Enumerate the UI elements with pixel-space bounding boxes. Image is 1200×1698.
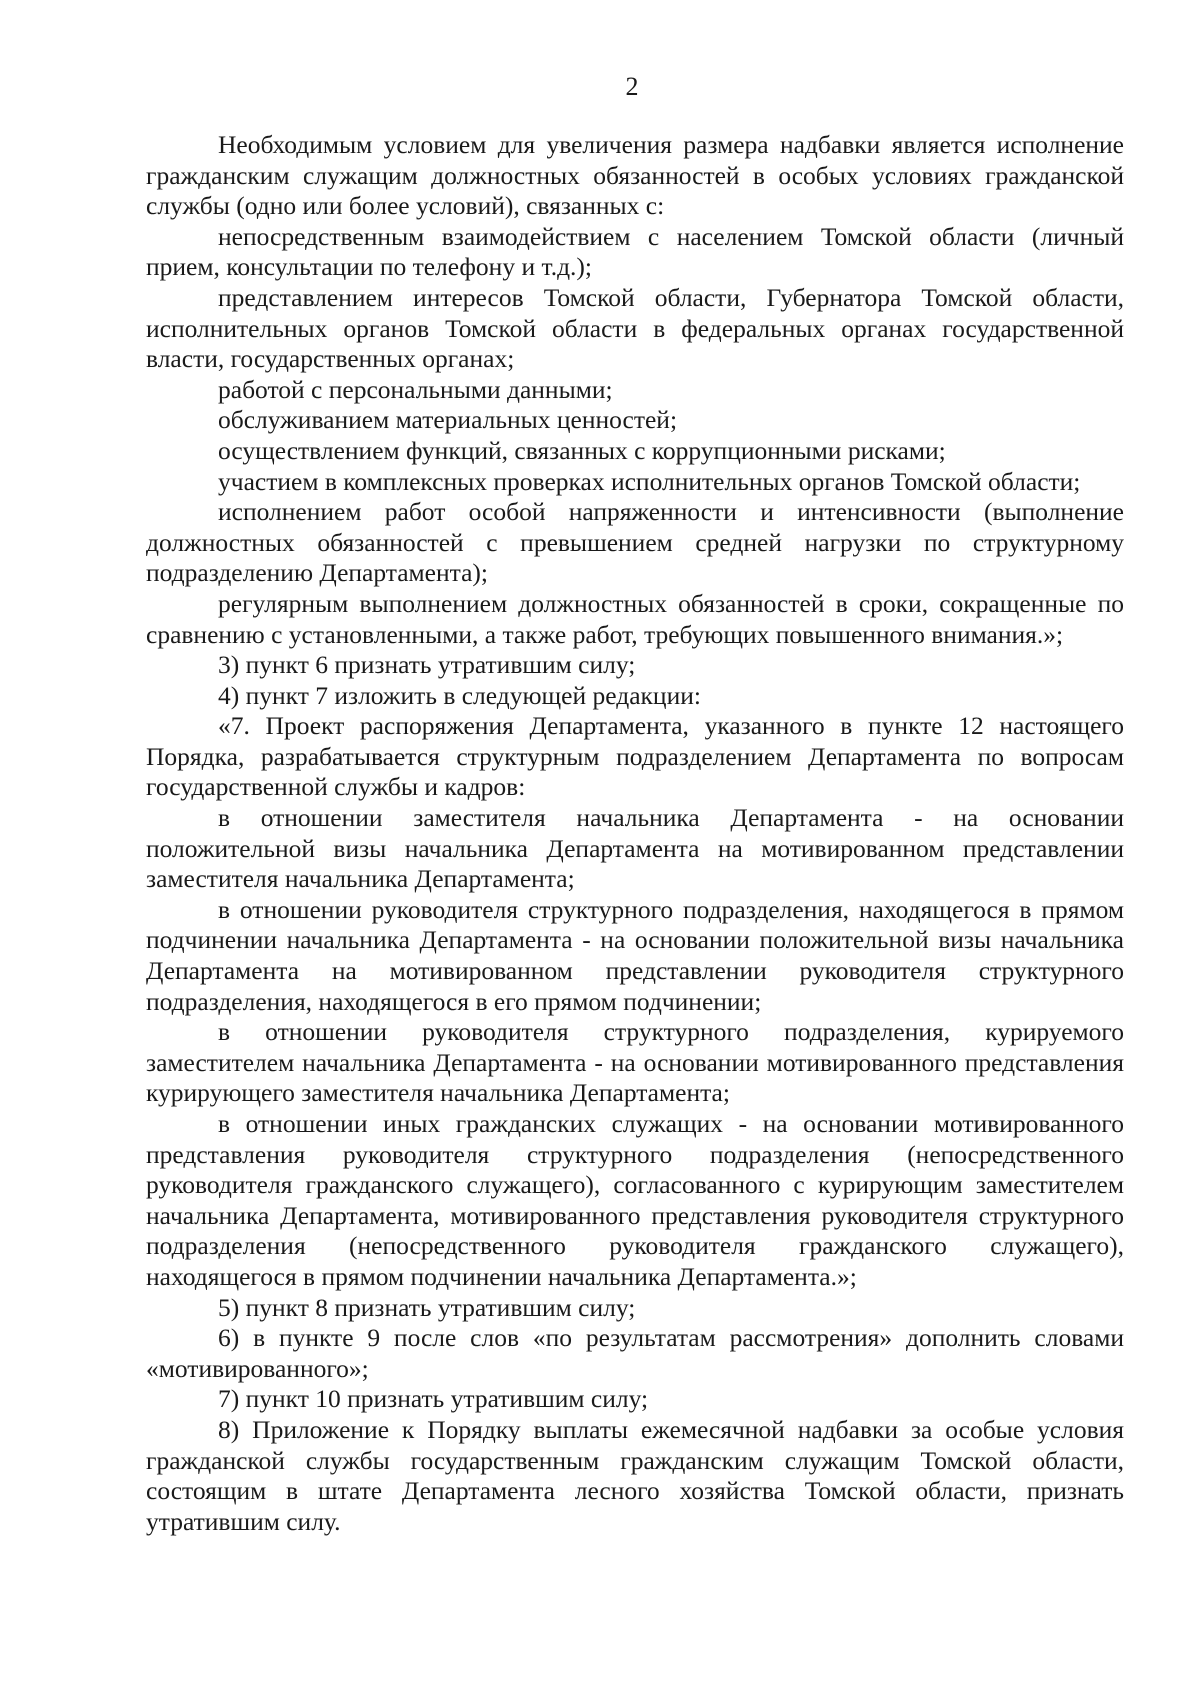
- paragraph: 3) пункт 6 признать утратившим силу;: [218, 650, 636, 680]
- paragraph: «7. Проект распоряжения Департамента, указанного в пункте 12 настоящего Порядка, разрабатывается структурным подразделением Департамента по вопросам государственной службы и кадров:: [146, 711, 1124, 802]
- paragraph: обслуживанием материальных ценностей;: [218, 405, 678, 435]
- paragraph: участием в комплексных проверках исполнительных органов Томской области;: [218, 466, 1081, 496]
- paragraph: 5) пункт 8 признать утратившим силу;: [218, 1292, 636, 1322]
- paragraph: 7) пункт 10 признать утратившим силу;: [218, 1384, 649, 1414]
- paragraph: регулярным выполнением должностных обязанностей в сроки, сокращенные по сравнению с установленными, а также работ, требующих повышенного внимания.»;: [146, 588, 1124, 649]
- paragraph: осуществлением функций, связанных с коррупционными рисками;: [218, 435, 946, 465]
- paragraph: непосредственным взаимодействием с населением Томской области (личный прием, консультации по телефону и т.д.);: [146, 221, 1124, 282]
- paragraph: работой с персональными данными;: [218, 374, 613, 404]
- paragraph: в отношении руководителя структурного подразделения, курируемого заместителем начальника Департамента - на основании мотивированного представления курирующего заместителя начальника Департамента;: [146, 1017, 1124, 1108]
- paragraph: в отношении заместителя начальника Департамента - на основании положительной визы начальника Департамента на мотивированном представлении заместителя начальника Департамента;: [146, 803, 1124, 894]
- paragraph: 6) в пункте 9 после слов «по результатам рассмотрения» дополнить словами «мотивированного»;: [146, 1323, 1124, 1383]
- paragraph: исполнением работ особой напряженности и интенсивности (выполнение должностных обязанностей с превышением средней нагрузки по структурному подразделению Департамента);: [146, 497, 1124, 588]
- paragraph: 8) Приложение к Порядку выплаты ежемесячной надбавки за особые условия гражданской службы государственным гражданским служащим Томской области, состоящим в штате Департамента лесного хозяйства Томской области, признать утратившим силу.: [146, 1414, 1124, 1536]
- document-body: [146, 130, 1124, 1537]
- page-number: 2: [625, 72, 639, 101]
- paragraph: Необходимым условием для увеличения размера надбавки является исполнение гражданским служащим должностных обязанностей в особых условиях гражданской службы (одно или более условий), связанных с:: [146, 130, 1124, 221]
- paragraph: 4) пункт 7 изложить в следующей редакции:: [218, 680, 701, 710]
- paragraph: в отношении руководителя структурного подразделения, находящегося в прямом подчинении начальника Департамента - на основании положительной визы начальника Департамента на мотивированном представлении руководителя структурного подразделения, находящегося в его прямом подчинении;: [146, 894, 1124, 1016]
- paragraph: представлением интересов Томской области, Губернатора Томской области, исполнительных органов Томской области в федеральных органах государственной власти, государственных органах;: [146, 282, 1124, 374]
- paragraph: в отношении иных гражданских служащих - на основании мотивированного представления руководителя структурного подразделения (непосредственного руководителя гражданского служащего), согласованного с курирующим заместителем начальника Департамента, мотивированного представления руководителя структурного подразделения (непосредственного руководителя гражданского служащего), находящегося в прямом подчинении начальника Департамента.»;: [146, 1109, 1124, 1291]
